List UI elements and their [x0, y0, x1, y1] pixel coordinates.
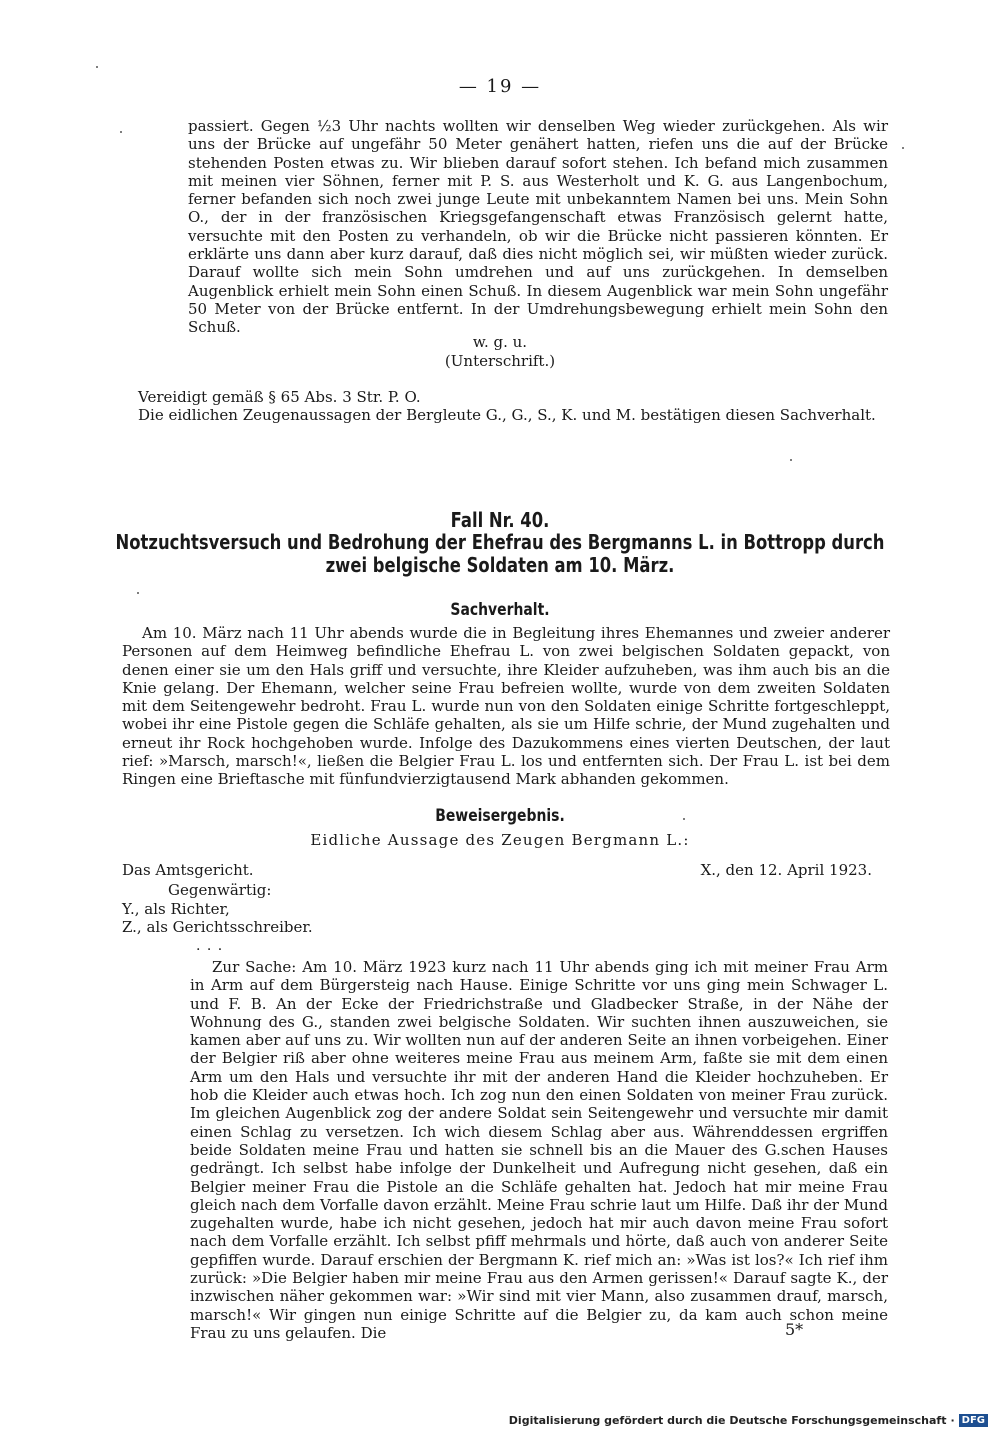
case-number: Fall Nr. 40. — [450, 508, 550, 532]
testimony-text: Zur Sache: Am 10. März 1923 kurz nach 11 Uhr abends ging ich mit meiner Frau Arm in Arm auf dem Bürgersteig nach Hause. Einige Schritte vor uns ging mein Schwager L. und F. B. An der Ecke der Friedrichstraße und Gladbecker Straße, in der Nähe der Wohnung des G., standen zwei belgische Soldaten. Wir suchten ihnen auszuweichen, sie kamen aber auf uns zu. Wir wollten nun auf der anderen Seite an ihnen vorbeigehen. Einer der Belgier riß aber ohne weiteres meine Frau aus meinem Arm, faßte sie mit dem einen Arm um den Hals und versuchte ihr mit der anderen Hand die Kleider hochzuheben. Er hob die Kleider auch etwas hoch. Ich zog nun den einen Soldaten von meiner Frau zurück. Im gleichen Augenblick zog der andere Soldat sein Seitengewehr und versuchte mir damit einen Schlag zu versetzen. Ich wich diesem Schlag aber aus. Währenddessen ergriffen beide Soldaten meine Frau und hatten sie schnell bis an die Mauer des G.schen Hauses gedrängt. Ich selbst habe infolge der Dunkelheit und Aufregung nicht gesehen, daß ein Belgier meiner Frau die Pistole an die Schläfe gehalten hat. Jedoch hat mir meine Frau gleich nach dem Vorfalle davon erzählt. Meine Frau schrie laut um Hilfe. Daß ihr der Mund zugehalten wurde, habe ich nicht gesehen, jedoch hat mir auch davon meine Frau sofort nach dem Vorfalle erzählt. Ich selbst pfiff mehrmals und hörte, daß auch von anderer Seite gepfiffen wurde. Darauf erschien der Bergmann K. rief mich an: »Was ist los?« Ich rief ihm zurück: »Die Belgier haben mir meine Frau aus den Armen gerissen!« Darauf sagte K., der inzwischen näher gekommen war: »Wir sind mit vier Mann, also zusammen drauf, marsch, marsch!« Wir gingen nun einige Schritte auf die Belgier zu, da kam auch schon meine Frau zu uns gelaufen. Die — [190, 958, 888, 1342]
section-heading-beweisergebnis: Beweisergebnis. — [435, 806, 565, 826]
scan-speck — [96, 66, 98, 68]
sheet-mark: 5* — [785, 1320, 804, 1339]
present-label: Gegenwärtig: — [168, 881, 272, 899]
oath-note — [138, 388, 898, 425]
oath-line: Vereidigt gemäß § 65 Abs. 3 Str. P. O. — [138, 388, 421, 406]
judge-line: Y., als Richter, — [122, 900, 230, 918]
dfg-logo: DFG — [959, 1414, 988, 1427]
dfg-footer — [509, 1414, 988, 1427]
sachverhalt-paragraph — [122, 624, 890, 789]
section-heading-sachverhalt: Sachverhalt. — [450, 600, 550, 620]
ellipsis: . . . — [196, 938, 224, 954]
testimony-continuation: passiert. Gegen ½3 Uhr nachts wollten wir denselben Weg wieder zurückgehen. Als wir uns der Brücke auf ungefähr 50 Meter genähert hatten, riefen uns die auf der Brücke stehenden Posten etwas zu. Wir blieben darauf sofort stehen. Ich befand mich zusammen mit meinen vier Söhnen, ferner mit P. S. aus Westerholt und K. G. aus Langenbochum, ferner befanden sich noch zwei junge Leute mit unbekanntem Namen bei uns. Mein Sohn O., der in der französischen Kriegsgefangenschaft etwas Französisch gelernt hatte, versuchte mit den Posten zu verhandeln, ob wir die Brücke nicht passieren könnten. Er erklärte uns dann aber kurz darauf, daß dies nicht möglich sei, wir müßten wieder zurück. Darauf wollte sich mein Sohn umdrehen und auf uns zurückgehen. In demselben Augenblick erhielt mein Sohn einen Schuß. In diesem Augenblick war mein Sohn ungefähr 50 Meter von der Brücke entfernt. In der Umdrehungsbewegung erhielt mein Sohn den Schuß. — [188, 117, 888, 337]
signature-label: (Unterschrift.) — [444, 352, 556, 370]
dfg-separator: · — [950, 1414, 955, 1427]
place-date: X., den 12. April 1923. — [700, 861, 872, 879]
clerk-line: Z., als Gerichtsschreiber. — [122, 918, 313, 936]
case-title-line2: zwei belgische Soldaten am 10. März. — [325, 553, 675, 577]
scan-speck — [902, 147, 904, 149]
confirmation-line: Die eidlichen Zeugenaussagen der Bergleute G., G., S., K. und M. bestätigen diesen Sachverhalt. — [138, 406, 876, 425]
signature-abbrev: w. g. u. — [472, 333, 528, 351]
sachverhalt-text: Am 10. März nach 11 Uhr abends wurde die in Begleitung ihres Ehemannes und zweier anderer Personen auf dem Heimweg befindliche Ehefrau L. von zwei belgischen Soldaten gepackt, von denen einer sie um den Hals griff und versuchte, ihre Kleider aufzuheben, was ihm auch bis an die Knie gelang. Der Ehemann, welcher seine Frau befreien wollte, wurde von dem zweiten Soldaten mit dem Seitengewehr bedroht. Frau L. wurde nun von den Soldaten einige Schritte fortgeschleppt, wobei ihr eine Pistole gegen die Schläfe gehalten, als sie um Hilfe schrie, der Mund zugehalten und erneut ihr Rock hochgehoben wurde. Infolge des Dazukommens eines vierten Deutschen, der laut rief: »Marsch, marsch!«, ließen die Belgier Frau L. los und entfernten sich. Der Frau L. ist bei dem Ringen eine Brieftasche mit fünfundvierzigtausend Mark abhanden gekommen. — [122, 624, 890, 789]
court-name: Das Amtsgericht. — [122, 861, 254, 879]
scan-speck — [137, 592, 139, 594]
testimony-paragraph — [190, 958, 888, 1342]
scan-speck — [790, 459, 792, 461]
dfg-footer-text: Digitalisierung gefördert durch die Deutsche Forschungsgemeinschaft — [508, 1414, 947, 1427]
page-number: — 19 — — [458, 76, 542, 97]
case-title-line1: Notzuchtsversuch und Bedrohung der Ehefrau des Bergmanns L. in Bottropp durch — [115, 530, 885, 554]
witness-subheading: Eidliche Aussage des Zeugen Bergmann L.: — [310, 831, 690, 849]
scan-speck — [120, 131, 122, 133]
